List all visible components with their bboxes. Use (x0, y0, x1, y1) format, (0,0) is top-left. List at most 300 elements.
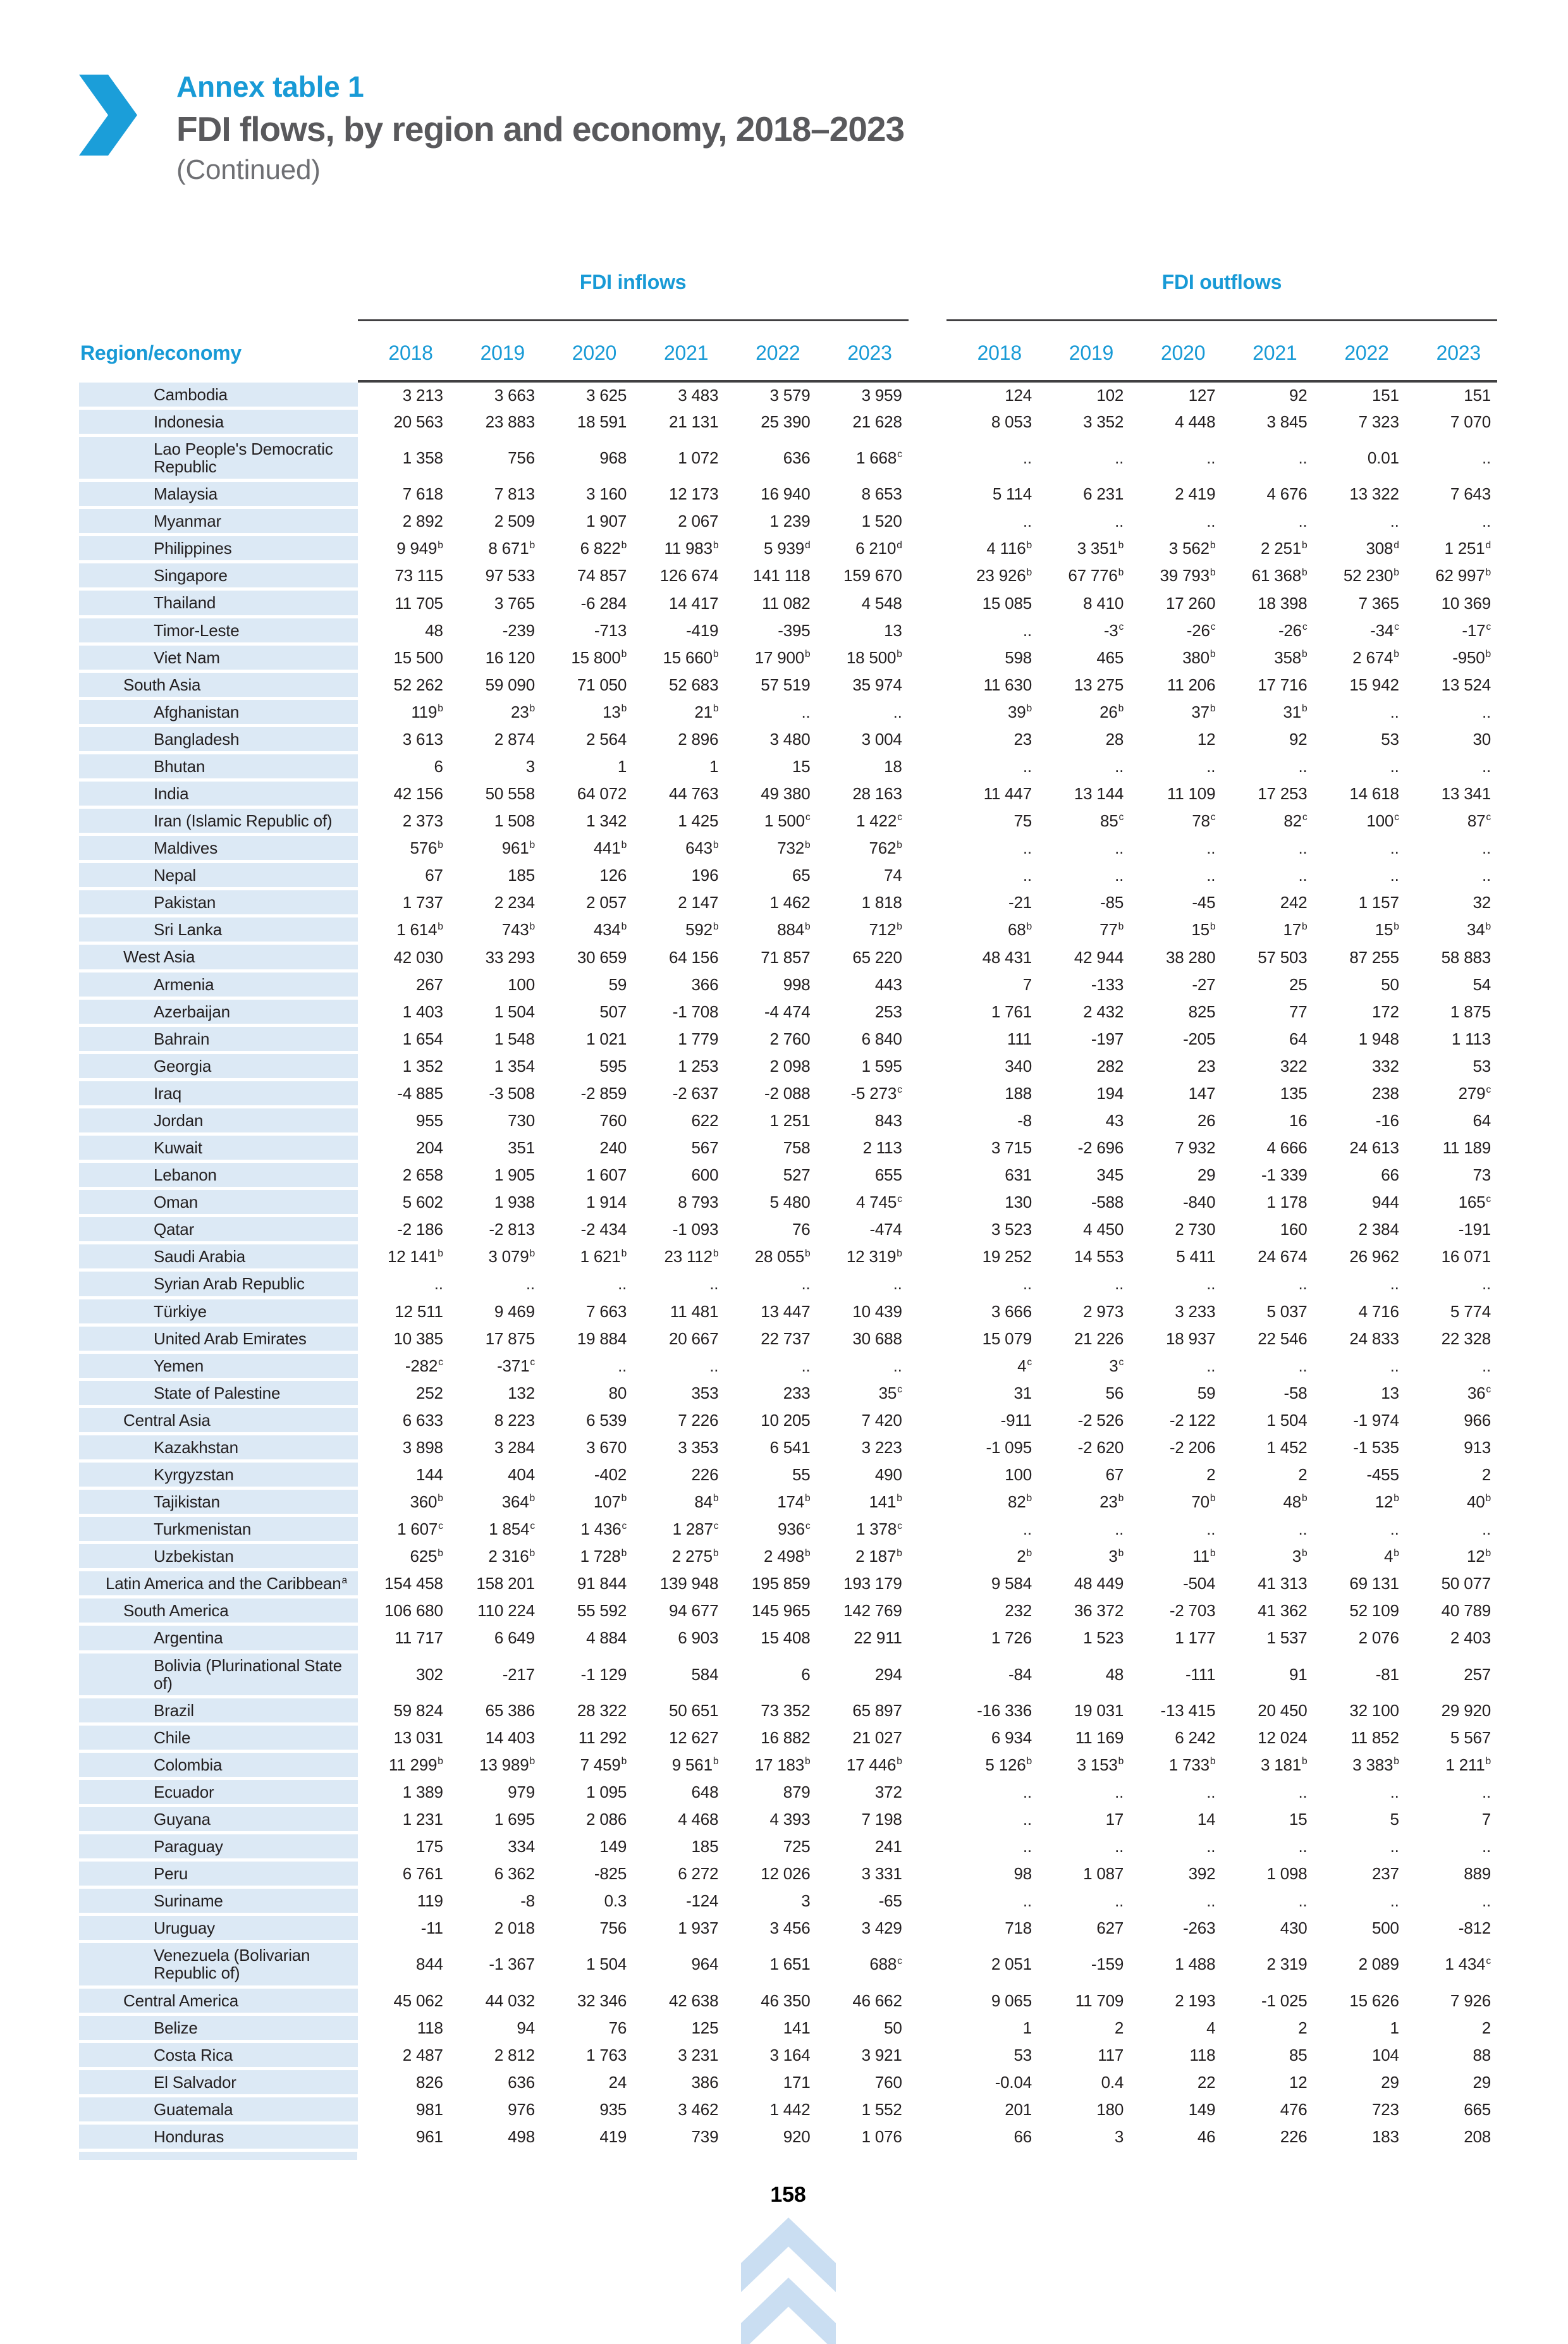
value-cell: -1 708 (672, 1002, 719, 1021)
region-economy-cell (79, 589, 358, 617)
annex-table-label: Annex table 1 (176, 70, 364, 103)
value-cell: 65 (792, 866, 811, 885)
value-cell: 14 (1197, 1810, 1216, 1829)
value-cell: -282$^c$ (405, 1356, 443, 1375)
region-economy-cell (79, 617, 358, 644)
value-cell: 28 322 (577, 1700, 627, 1720)
value-cell: -825 (594, 1864, 627, 1884)
group-gap-cell (909, 1652, 946, 1697)
value-cell: 6 903 (678, 1628, 719, 1648)
value-cell: 12 024 (1258, 1727, 1308, 1747)
value-cell: 23 112$^b$ (664, 1247, 719, 1267)
region-economy-label: Kazakhstan (79, 1435, 358, 1459)
value-cell: 758 (783, 1138, 811, 1158)
value-cell: 2 275$^b$ (671, 1547, 719, 1566)
value-cell: 4 548 (861, 593, 902, 613)
group-gap-cell (909, 1915, 946, 1942)
region-economy-cell (79, 1298, 358, 1325)
group-gap-cell (909, 1243, 946, 1270)
table-row (79, 726, 1497, 753)
value-cell: 14 553 (1074, 1247, 1124, 1267)
group-gap-cell (909, 617, 946, 644)
table-row (79, 1833, 1497, 1860)
region-economy-cell (79, 1270, 358, 1298)
region-economy-label: Belize (79, 2016, 358, 2040)
value-cell: 100 (1005, 1465, 1032, 1484)
value-cell: 91 (1289, 1664, 1308, 1684)
value-cell: 66 (1381, 1165, 1399, 1185)
value-cell: 3$^b$ (1108, 1547, 1124, 1566)
value-cell: 39$^b$ (1007, 702, 1032, 721)
value-cell: -402 (594, 1465, 627, 1484)
value-cell: 20 563 (393, 412, 443, 431)
table-row (79, 617, 1497, 644)
value-cell: -45 (1192, 893, 1216, 912)
group-gap-cell (909, 2069, 946, 2096)
region-economy-cell (79, 2015, 358, 2042)
value-cell: 232 (1005, 1601, 1032, 1621)
value-cell: 56 (1105, 1383, 1124, 1402)
group-gap-cell (909, 1724, 946, 1752)
region-economy-label: Philippines (79, 536, 358, 560)
group-gap-cell (909, 1779, 946, 1806)
value-cell: 50 651 (669, 1700, 719, 1720)
value-cell: 67 776$^b$ (1068, 566, 1124, 586)
value-cell: 92 (1289, 385, 1308, 405)
value-cell: 12$^b$ (1466, 1547, 1491, 1566)
value-cell: 92 (1289, 729, 1308, 749)
value-cell: 29 (1473, 2072, 1491, 2092)
value-cell: -5 273$^c$ (850, 1083, 902, 1103)
value-cell: 208 (1464, 2126, 1491, 2146)
table-row (79, 381, 1497, 408)
value-cell: 22 911 (854, 1628, 902, 1648)
value-cell: -2 122 (1169, 1410, 1216, 1430)
year-header-row (79, 320, 1497, 381)
value-cell: 2 (1298, 2018, 1308, 2037)
value-cell: 3 383$^b$ (1352, 1755, 1399, 1774)
region-economy-label: Ecuador (79, 1780, 358, 1804)
value-cell: 507 (599, 1002, 627, 1021)
region-economy-cell (79, 1652, 358, 1697)
value-cell: 73 352 (761, 1700, 811, 1720)
table-row (79, 1697, 1497, 1724)
value-cell: 725 (783, 1837, 811, 1856)
group-gap-cell (909, 481, 946, 508)
value-cell: 3 164 (769, 2045, 811, 2065)
table-row (79, 807, 1497, 835)
value-cell: 6 761 (402, 1864, 443, 1884)
value-cell: 141 (783, 2018, 811, 2037)
region-economy-label: Pakistan (79, 890, 358, 914)
value-cell: 50 558 (485, 784, 535, 804)
value-cell: -159 (1091, 1954, 1124, 1974)
value-cell: .. (1022, 1837, 1032, 1856)
value-cell: 3 765 (494, 593, 535, 613)
value-cell: .. (1481, 838, 1491, 858)
value-cell: 61 368$^b$ (1251, 566, 1308, 586)
region-economy-label: Maldives (79, 836, 358, 860)
region-economy-label: Türkiye (79, 1299, 358, 1323)
value-cell: 18 937 (1166, 1328, 1216, 1348)
value-cell: 825 (1188, 1002, 1216, 1021)
value-cell: 1 352 (402, 1056, 443, 1076)
value-cell: 21 226 (1074, 1328, 1124, 1348)
value-cell: -16 336 (977, 1700, 1032, 1720)
value-cell: 11 481 (670, 1301, 719, 1321)
value-cell: 2 076 (1358, 1628, 1399, 1648)
value-cell: 627 (1096, 1918, 1124, 1938)
value-cell: 13 275 (1074, 675, 1124, 694)
value-cell: 7 932 (1175, 1138, 1216, 1158)
region-economy-label: Bolivia (Plurinational State of) (79, 1654, 358, 1695)
value-cell: 43 (1105, 1110, 1124, 1130)
value-cell: 15 408 (761, 1628, 811, 1648)
value-cell: .. (1115, 1891, 1124, 1911)
value-cell: 30 659 (577, 947, 627, 967)
year-label: 2023 (817, 320, 909, 381)
value-cell: 119 (417, 1891, 443, 1911)
value-cell: .. (1022, 1782, 1032, 1801)
group-gap-cell (909, 1570, 946, 1597)
region-economy-cell (79, 508, 358, 535)
value-cell: 12 511 (395, 1301, 443, 1321)
value-cell: 2 432 (1083, 1002, 1124, 1021)
value-cell: 50 (884, 2018, 902, 2037)
region-economy-label: Guyana (79, 1807, 358, 1831)
value-cell: 31$^b$ (1283, 702, 1308, 721)
value-cell: .. (1298, 1891, 1308, 1911)
value-cell: 576$^b$ (410, 838, 443, 858)
value-cell: 57 503 (1258, 947, 1308, 967)
group-gap-cell (909, 1516, 946, 1543)
value-cell: 132 (508, 1383, 535, 1402)
year-label: 2019 (450, 320, 541, 381)
value-cell: 11 169 (1075, 1727, 1124, 1747)
value-cell: .. (893, 1274, 902, 1294)
table-row (79, 1134, 1497, 1162)
value-cell: 302 (415, 1664, 443, 1684)
value-cell: 37$^b$ (1191, 702, 1216, 721)
region-economy-label: Paraguay (79, 1834, 358, 1858)
value-cell: -911 (1000, 1410, 1032, 1430)
region-economy-cell (79, 1987, 358, 2015)
value-cell: 48$^b$ (1283, 1492, 1308, 1512)
value-cell: 67 (1105, 1465, 1124, 1484)
value-cell: 2 892 (402, 512, 443, 531)
value-cell: 74 (884, 866, 902, 885)
value-cell: .. (1390, 1274, 1399, 1294)
table-row (79, 436, 1497, 481)
region-economy-cell (79, 1887, 358, 1915)
region-economy-label: Tajikistan (79, 1490, 358, 1514)
table-row (79, 562, 1497, 589)
table-row (79, 1915, 1497, 1942)
region-economy-label: West Asia (79, 945, 358, 969)
value-cell: 2$^b$ (1017, 1547, 1032, 1566)
value-cell: 351 (508, 1138, 535, 1158)
value-cell: 360$^b$ (410, 1492, 443, 1512)
value-cell: 3 213 (402, 385, 443, 405)
value-cell: -26$^c$ (1186, 620, 1216, 640)
value-cell: -1 025 (1261, 1991, 1308, 2010)
value-cell: 3 483 (678, 385, 719, 405)
value-cell: .. (1481, 1519, 1491, 1539)
value-cell: 5 126$^b$ (985, 1755, 1032, 1774)
value-cell: .. (801, 1274, 811, 1294)
value-cell: 665 (1464, 2099, 1491, 2119)
region-economy-cell (79, 1570, 358, 1597)
value-cell: -2 186 (397, 1220, 443, 1239)
region-economy-cell (79, 644, 358, 672)
region-economy-label: Timor-Leste (79, 618, 358, 642)
value-cell: 4 450 (1083, 1220, 1124, 1239)
value-cell: 1 905 (494, 1165, 535, 1185)
value-cell: 21 131 (669, 412, 719, 431)
truncated-next-row (79, 2152, 357, 2160)
value-cell: 12 (1289, 2072, 1308, 2092)
value-cell: 1 875 (1450, 1002, 1491, 1021)
group-gap-cell (909, 1380, 946, 1407)
value-cell: -16 (1375, 1110, 1399, 1130)
region-economy-cell (79, 1080, 358, 1107)
value-cell: 2 251$^b$ (1260, 539, 1308, 558)
value-cell: .. (1298, 512, 1308, 531)
value-cell: 1 607$^c$ (397, 1519, 443, 1539)
value-cell: 18 591 (577, 412, 627, 431)
value-cell: 3 (525, 756, 535, 776)
value-cell: 48 449 (1074, 1574, 1124, 1593)
value-cell: 185 (691, 1837, 719, 1856)
value-cell: 2 089 (1358, 1954, 1399, 1974)
group-gap-cell (909, 408, 946, 436)
value-cell: 944 (1371, 1193, 1399, 1212)
value-cell: 144 (415, 1465, 443, 1484)
value-cell: .. (1390, 1837, 1399, 1856)
value-cell: 732$^b$ (777, 838, 811, 858)
region-economy-cell (79, 1724, 358, 1752)
value-cell: 9 584 (991, 1574, 1032, 1593)
value-cell: 13 (884, 620, 902, 640)
value-cell: 4$^b$ (1383, 1547, 1399, 1566)
value-cell: 22 328 (1441, 1328, 1491, 1348)
value-cell: 241 (874, 1837, 902, 1856)
group-gap-cell (909, 672, 946, 699)
value-cell: 62 997$^b$ (1435, 566, 1491, 586)
value-cell: 15 800$^b$ (571, 647, 627, 667)
value-cell: 2 384 (1358, 1220, 1399, 1239)
value-cell: 964 (691, 1954, 719, 1974)
value-cell: 29 (1381, 2072, 1399, 2092)
value-cell: 15 626 (1349, 1991, 1399, 2010)
value-cell: 1 076 (861, 2126, 902, 2146)
region-economy-cell (79, 1353, 358, 1380)
value-cell: 13 524 (1441, 675, 1491, 694)
value-cell: 15$^b$ (1375, 920, 1399, 940)
value-cell: 6 231 (1083, 484, 1124, 504)
region-economy-label: Bangladesh (79, 727, 358, 751)
region-economy-cell (79, 408, 358, 436)
value-cell: 69 131 (1349, 1574, 1399, 1593)
value-cell: .. (1115, 1782, 1124, 1801)
value-cell: 5 480 (769, 1193, 811, 1212)
value-cell: 2 403 (1450, 1628, 1491, 1648)
region-economy-cell (79, 1860, 358, 1887)
value-cell: 1 442 (769, 2099, 811, 2119)
region-economy-cell (79, 436, 358, 481)
value-cell: 430 (1280, 1918, 1308, 1938)
value-cell: 17 253 (1258, 784, 1308, 804)
value-cell: .. (1298, 1837, 1308, 1856)
table-row (79, 889, 1497, 916)
group-gap-cell (909, 1597, 946, 1624)
value-cell: 2 896 (678, 729, 719, 749)
table-row (79, 2123, 1497, 2151)
value-cell: 54 (1473, 974, 1491, 994)
value-cell: 15 500 (393, 647, 443, 667)
value-cell: .. (1298, 756, 1308, 776)
value-cell: 643$^b$ (685, 838, 719, 858)
value-cell: 884$^b$ (777, 920, 811, 940)
value-cell: 8 653 (861, 484, 902, 504)
value-cell: -2 620 (1077, 1437, 1124, 1457)
region-economy-label: Bahrain (79, 1027, 358, 1051)
value-cell: 6 242 (1175, 1727, 1216, 1747)
value-cell: .. (1022, 838, 1032, 858)
region-economy-cell (79, 1624, 358, 1652)
table-row (79, 1516, 1497, 1543)
value-cell: 625$^b$ (410, 1547, 443, 1566)
value-cell: .. (1481, 866, 1491, 885)
value-cell: -34$^c$ (1370, 620, 1399, 640)
value-cell: 1 508 (494, 811, 535, 831)
value-cell: 2 674$^b$ (1352, 647, 1399, 667)
value-cell: 7 198 (861, 1810, 902, 1829)
value-cell: 345 (1096, 1165, 1124, 1185)
value-cell: 11 206 (1167, 675, 1216, 694)
region-economy-cell (79, 1806, 358, 1833)
value-cell: 237 (1371, 1864, 1399, 1884)
value-cell: 17 875 (485, 1328, 535, 1348)
value-cell: 82$^c$ (1283, 811, 1308, 831)
value-cell: 24 833 (1349, 1328, 1399, 1348)
value-cell: 22 546 (1258, 1328, 1308, 1348)
value-cell: .. (1206, 1782, 1216, 1801)
value-cell: .. (893, 702, 902, 721)
value-cell: .. (1206, 1837, 1216, 1856)
value-cell: 2 193 (1175, 1991, 1216, 2010)
value-cell: 44 763 (669, 784, 719, 804)
value-cell: 1 452 (1266, 1437, 1308, 1457)
value-cell: 23$^b$ (1099, 1492, 1124, 1512)
value-cell: 267 (415, 974, 443, 994)
value-cell: .. (1298, 838, 1308, 858)
value-cell: 3 351$^b$ (1077, 539, 1124, 558)
year-label: 2020 (1130, 320, 1222, 381)
value-cell: 279$^c$ (1458, 1083, 1491, 1103)
value-cell: 0.3 (604, 1891, 627, 1911)
region-economy-label: El Salvador (79, 2070, 358, 2094)
value-cell: 1 654 (402, 1029, 443, 1048)
value-cell: 294 (874, 1664, 902, 1684)
value-cell: 3 331 (861, 1864, 902, 1884)
value-cell: 171 (783, 2072, 811, 2092)
value-cell: 15 942 (1349, 675, 1399, 694)
value-cell: 106 680 (384, 1601, 443, 1621)
value-cell: 22 737 (761, 1328, 811, 1348)
value-cell: 88 (1473, 2045, 1491, 2065)
group-gap-cell (909, 1026, 946, 1053)
value-cell: 15 079 (982, 1328, 1032, 1348)
year-label: 2022 (1314, 320, 1406, 381)
value-cell: 1 462 (769, 893, 811, 912)
value-cell: -371$^c$ (497, 1356, 535, 1375)
value-cell: 1 520 (861, 512, 902, 531)
value-cell: 24 (608, 2072, 627, 2092)
value-cell: 3 079$^b$ (488, 1247, 535, 1267)
value-cell: -1 535 (1353, 1437, 1399, 1457)
value-cell: 3 959 (861, 385, 902, 405)
value-cell: 180 (1096, 2099, 1124, 2119)
value-cell: 28 055$^b$ (754, 1247, 811, 1267)
value-cell: 10 369 (1441, 593, 1491, 613)
value-cell: 6 822$^b$ (580, 539, 627, 558)
value-cell: 165$^c$ (1458, 1193, 1491, 1212)
value-cell: 26 (1197, 1110, 1216, 1130)
table-row (79, 1270, 1497, 1298)
region-economy-cell (79, 562, 358, 589)
table-row (79, 699, 1497, 726)
value-cell: 5 567 (1450, 1727, 1491, 1747)
table-row (79, 753, 1497, 780)
value-cell: .. (1390, 512, 1399, 531)
region-economy-label: Peru (79, 1862, 358, 1886)
report-chevron-logo (79, 75, 137, 156)
value-cell: .. (1022, 1810, 1032, 1829)
value-cell: 49 380 (761, 784, 811, 804)
value-cell: 598 (1005, 647, 1032, 667)
value-cell: 160 (1280, 1220, 1308, 1239)
table-row (79, 1162, 1497, 1189)
value-cell: 11 299$^b$ (388, 1755, 443, 1774)
value-cell: 1 595 (861, 1056, 902, 1076)
table-row (79, 1887, 1497, 1915)
value-cell: -8 (520, 1891, 535, 1911)
value-cell: .. (1390, 702, 1399, 721)
value-cell: 2 187$^b$ (855, 1547, 902, 1566)
value-cell: 16 120 (485, 647, 535, 667)
value-cell: .. (1206, 866, 1216, 885)
value-cell: -17$^c$ (1462, 620, 1491, 640)
value-cell: 11 983$^b$ (664, 539, 719, 558)
value-cell: 42 638 (669, 1991, 719, 2010)
value-cell: 843 (874, 1110, 902, 1130)
value-cell: 126 (599, 866, 627, 885)
value-cell: 7 459$^b$ (580, 1755, 627, 1774)
group-gap-cell (909, 889, 946, 916)
region-economy-label: Kyrgyzstan (79, 1463, 358, 1487)
table-row (79, 1080, 1497, 1107)
value-cell: 434$^b$ (593, 920, 627, 940)
value-cell: 1 157 (1358, 893, 1399, 912)
year-label: 2018 (358, 320, 450, 381)
table-row (79, 508, 1497, 535)
value-cell: 48 431 (982, 947, 1032, 967)
value-cell: 364$^b$ (501, 1492, 535, 1512)
value-cell: 1 937 (678, 1918, 719, 1938)
value-cell: 75 (1014, 811, 1032, 831)
region-economy-cell (79, 1434, 358, 1461)
